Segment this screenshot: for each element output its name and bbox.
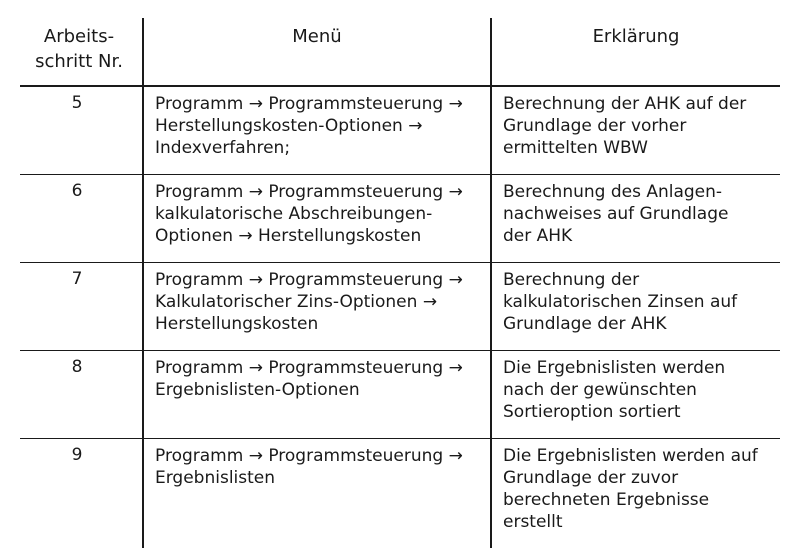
header-menu: Menü <box>143 18 491 86</box>
step-number-cell: 9 <box>20 439 143 548</box>
explanation-cell: Berechnung der kalkulatorischen Zinsen auf Grundlage der AHK <box>491 263 780 351</box>
table-row <box>20 351 780 439</box>
explanation-cell: Berechnung des Anlagen- nachweises auf Grundlage der AHK <box>491 175 780 263</box>
menu-path-cell: Programm → Programmsteuerung → Ergebnislisten <box>143 439 491 548</box>
step-number-cell: 6 <box>20 175 143 263</box>
table-row <box>20 439 780 548</box>
explanation-cell: Die Ergebnislisten werden nach der gewünschten Sortieroption sortiert <box>491 351 780 439</box>
table-row <box>20 263 780 351</box>
table-row <box>20 175 780 263</box>
menu-path-cell: Programm → Programmsteuerung → kalkulatorische Abschreibungen- Optionen → Herstellungskosten <box>143 175 491 263</box>
explanation-cell: Berechnung der AHK auf der Grundlage der vorher ermittelten WBW <box>491 86 780 175</box>
menu-path-cell: Programm → Programmsteuerung → Ergebnislisten-Optionen <box>143 351 491 439</box>
header-explanation: Erklärung <box>491 18 780 86</box>
menu-path-cell: Programm → Programmsteuerung → Kalkulatorischer Zins-Optionen → Herstellungskosten <box>143 263 491 351</box>
header-step-number: Arbeits- schritt Nr. <box>20 18 143 86</box>
table-row <box>20 86 780 175</box>
steps-table <box>20 18 780 548</box>
explanation-cell: Die Ergebnislisten werden auf Grundlage der zuvor berechneten Ergebnisse erstellt <box>491 439 780 548</box>
step-number-cell: 7 <box>20 263 143 351</box>
table-header-row <box>20 18 780 86</box>
step-number-cell: 8 <box>20 351 143 439</box>
step-number-cell: 5 <box>20 86 143 175</box>
menu-path-cell: Programm → Programmsteuerung → Herstellungskosten-Optionen → Indexverfahren; <box>143 86 491 175</box>
